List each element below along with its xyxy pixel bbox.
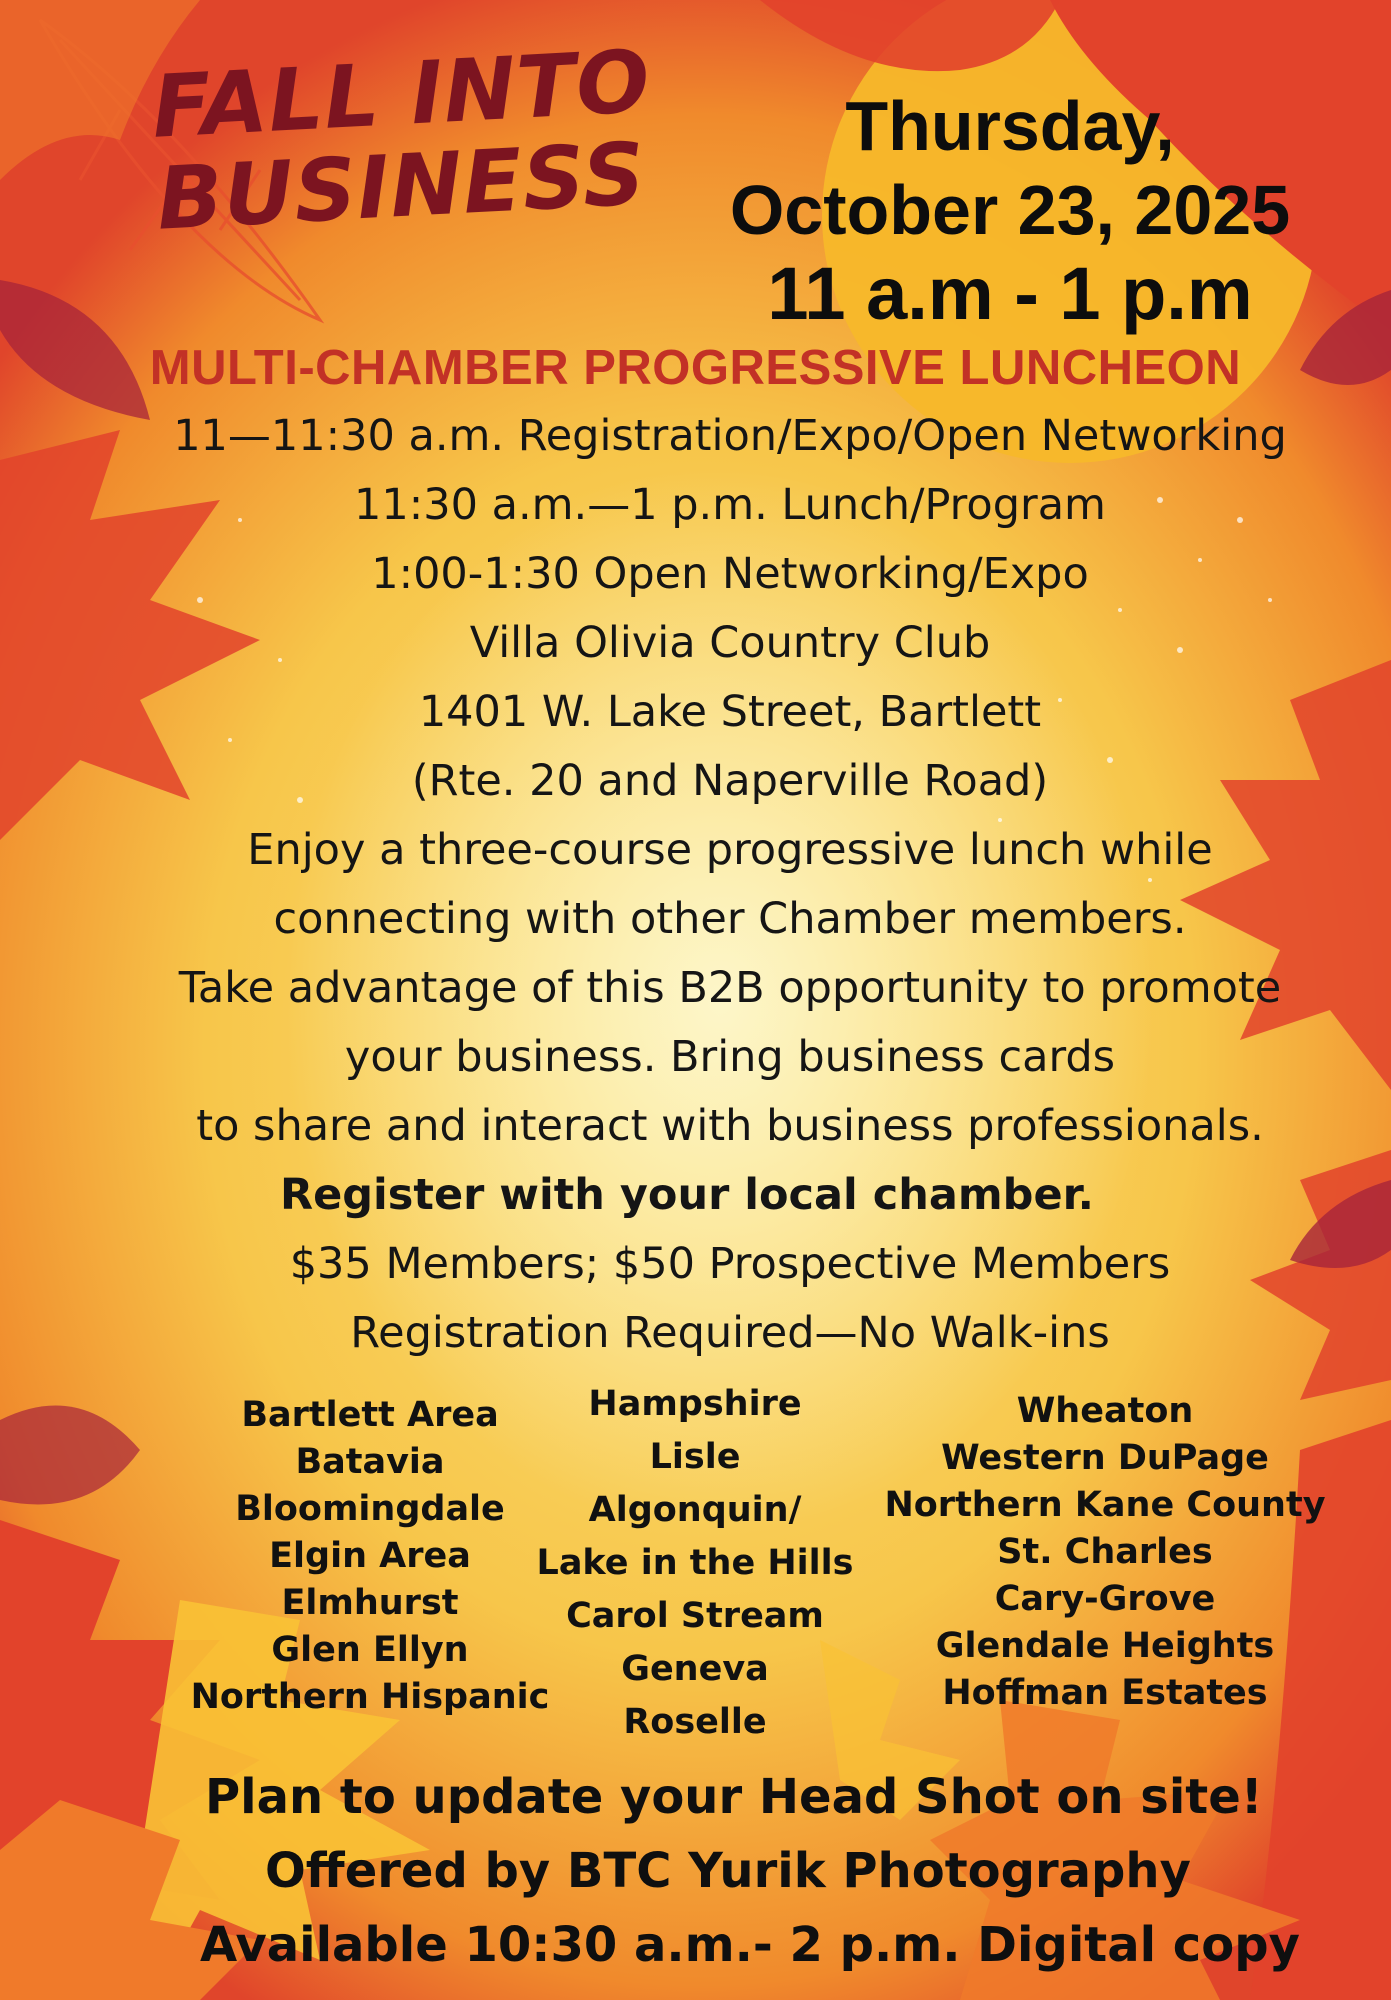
venue-crossroads: (Rte. 20 and Naperville Road) [411,756,1049,806]
chamber-item: Roselle [623,1702,767,1742]
chamber-item: Algonquin/ [588,1490,802,1530]
chamber-item: Bartlett Area [241,1395,499,1435]
headshot-line-1: Plan to update your Head Shot on site! [205,1769,1263,1825]
venue-address: 1401 W. Lake Street, Bartlett [418,687,1042,737]
chamber-item: Western DuPage [941,1438,1269,1478]
chamber-column-3 [880,1388,1330,1717]
chamber-item: Cary-Grove [994,1579,1216,1619]
chamber-item: Northern Kane County [884,1485,1326,1525]
chamber-item: Bloomingdale [235,1489,505,1529]
chamber-item: St. Charles [997,1532,1213,1572]
description-line: connecting with other Chamber members. [273,894,1187,944]
event-time: 11 a.m - 1 p.m [767,252,1253,335]
description-line: Take advantage of this B2B opportunity to promote [178,963,1282,1013]
chamber-item: Geneva [621,1649,769,1689]
chamber-item: Wheaton [1016,1391,1194,1431]
event-subtitle: MULTI-CHAMBER PROGRESSIVE LUNCHEON [149,341,1242,395]
chamber-item: Carol Stream [566,1596,824,1636]
headshot-line-3: Available 10:30 a.m.- 2 p.m. Digital copy [200,1917,1300,1973]
venue-name: Villa Olivia Country Club [469,618,991,668]
title-line-2: BUSINESS [154,124,649,250]
event-details [130,402,1330,1368]
event-title [149,31,679,250]
description-line: to share and interact with business professionals. [196,1101,1264,1151]
chamber-item: Elgin Area [269,1536,471,1576]
schedule-lunch: 11:30 a.m.—1 p.m. Lunch/Program [354,480,1106,530]
chamber-item: Hoffman Estates [942,1673,1268,1713]
chamber-item: Elmhurst [281,1583,459,1623]
headshot-line-2: Offered by BTC Yurik Photography [265,1843,1191,1899]
chamber-column-2 [515,1378,875,1749]
chamber-item: Northern Hispanic [190,1677,550,1717]
event-date: October 23, 2025 [729,171,1291,249]
event-day: Thursday, [845,87,1175,165]
description-line: your business. Bring business cards [344,1032,1116,1082]
registration-note: Registration Required—No Walk-ins [350,1308,1110,1358]
chamber-item: Glendale Heights [935,1626,1275,1666]
schedule-registration: 11—11:30 a.m. Registration/Expo/Open Networking [173,411,1287,461]
register-callout: Register with your local chamber. [280,1170,1095,1220]
schedule-networking: 1:00-1:30 Open Networking/Expo [371,549,1089,599]
chamber-item: Lake in the Hills [536,1543,854,1583]
pricing: $35 Members; $50 Prospective Members [289,1239,1171,1289]
event-datetime [660,84,1360,336]
chamber-item: Batavia [295,1442,445,1482]
chamber-column-1 [170,1392,570,1721]
chamber-item: Glen Ellyn [271,1630,469,1670]
chamber-item: Hampshire [588,1384,802,1424]
chamber-item: Lisle [649,1437,741,1477]
description-line: Enjoy a three-course progressive lunch while [247,825,1213,875]
title-line-1: FALL INTO [149,31,653,158]
